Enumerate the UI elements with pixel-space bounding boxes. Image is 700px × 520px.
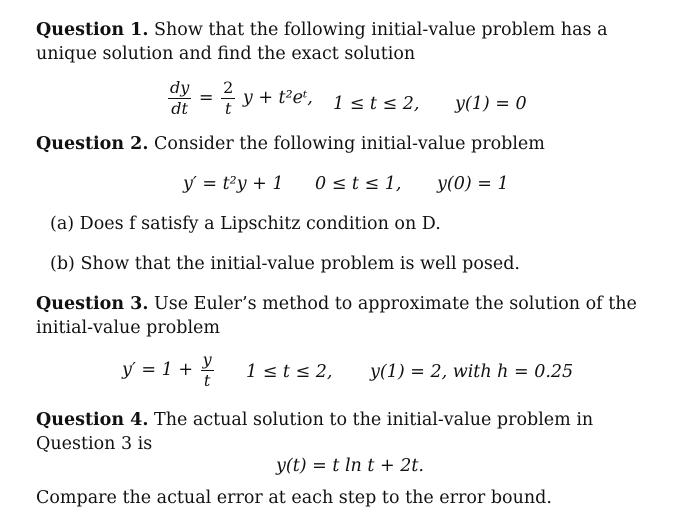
question-2-item-a <box>50 214 441 234</box>
fraction-numerator: y <box>202 350 212 369</box>
question-1-initial-condition: y(1) = 0 <box>455 94 527 114</box>
fraction-denominator: t <box>224 99 232 118</box>
question-3-text: Use Euler’s method to approximate the solution of the initial-value problem <box>36 294 637 338</box>
y-over-t-fraction <box>201 352 214 389</box>
item-label: (b) <box>50 254 75 274</box>
question-3-equation <box>122 352 216 389</box>
item-text: Show that the initial-value problem is well posed. <box>80 254 520 274</box>
question-2-heading: Question 2. <box>36 134 149 154</box>
question-3-paragraph <box>36 292 656 340</box>
equation-lhs: y′ = 1 + <box>122 360 194 380</box>
item-label: (a) <box>50 214 75 234</box>
question-1-equation <box>166 80 313 117</box>
fraction-numerator: dy <box>170 78 190 97</box>
item-text: Does f satisfy a Lipschitz condition on D. <box>79 214 441 234</box>
equation-rhs: y + t²eᵗ, <box>242 88 313 108</box>
equals-sign: = <box>198 88 214 108</box>
question-1-paragraph <box>36 18 656 66</box>
question-2-initial-condition: y(0) = 1 <box>437 174 509 194</box>
fraction-denominator: t <box>203 371 211 390</box>
question-3-initial-condition: y(1) = 2, with h = 0.25 <box>370 362 574 382</box>
question-4-equation: y(t) = t ln t + 2t. <box>276 456 424 476</box>
question-3-interval: 1 ≤ t ≤ 2, <box>246 362 333 382</box>
question-2-ode: y′ = t²y + 1 <box>183 174 284 194</box>
question-1-heading: Question 1. <box>36 20 149 40</box>
fraction-denominator: dt <box>171 99 188 118</box>
question-4-heading: Question 4. <box>36 410 149 430</box>
question-4-paragraph <box>36 408 656 456</box>
question-2-paragraph <box>36 132 656 156</box>
two-over-t-fraction <box>221 80 235 117</box>
dy-dt-fraction <box>168 80 191 117</box>
question-2-text: Consider the following initial-value problem <box>154 134 545 154</box>
question-4-text: The actual solution to the initial-value problem in Question 3 is <box>36 410 594 454</box>
question-1-interval: 1 ≤ t ≤ 2, <box>333 94 420 114</box>
question-3-heading: Question 3. <box>36 294 149 314</box>
fraction-numerator: 2 <box>223 78 234 97</box>
question-4-closing: Compare the actual error at each step to the error bound. <box>36 488 552 508</box>
question-2-item-b <box>50 254 520 274</box>
question-1-text: Show that the following initial-value problem has a unique solution and find the exact solution <box>36 20 608 64</box>
question-2-interval: 0 ≤ t ≤ 1, <box>315 174 402 194</box>
